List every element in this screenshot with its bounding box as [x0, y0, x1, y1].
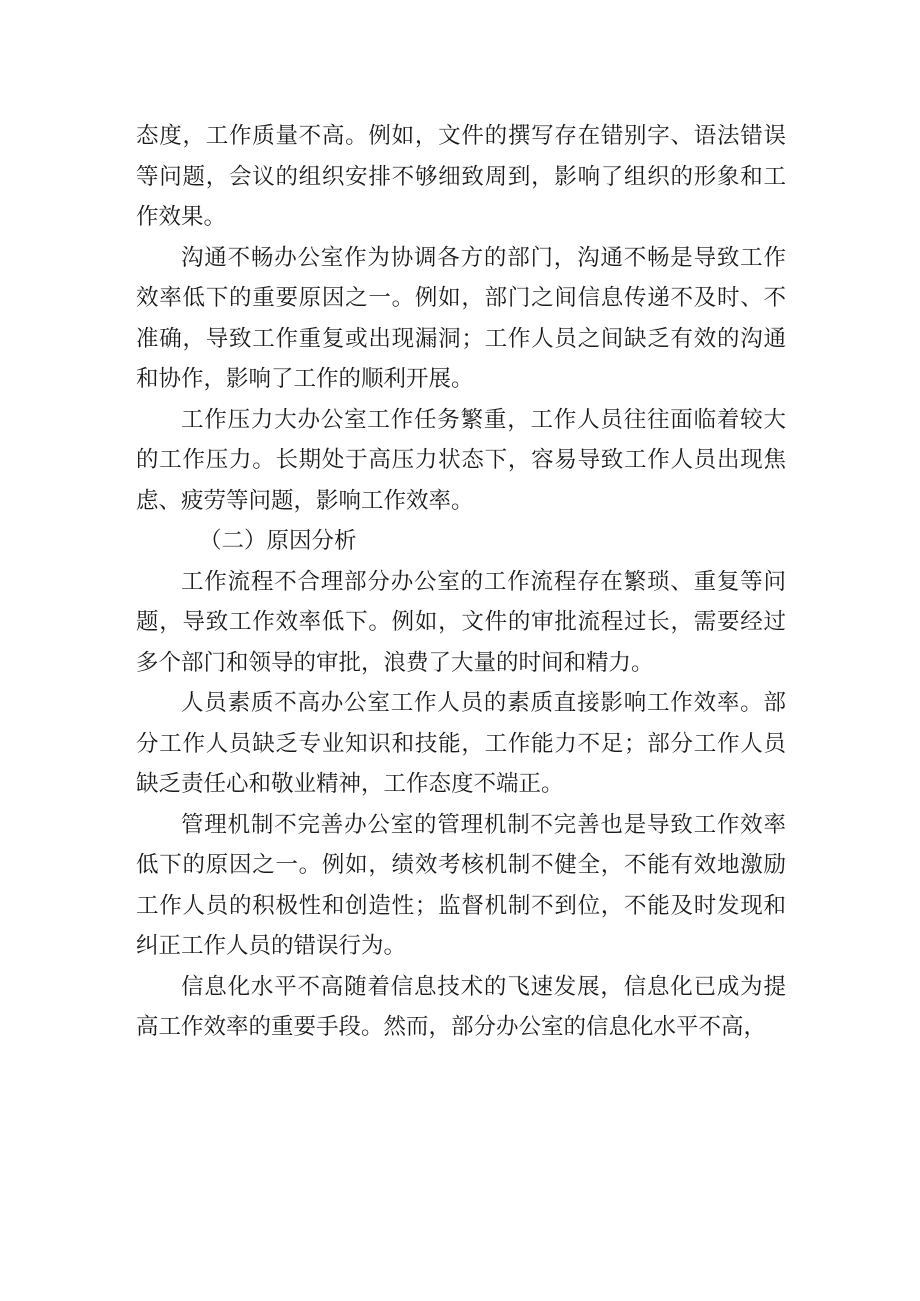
paragraph-staff-quality: 人员素质不高办公室工作人员的素质直接影响工作效率。部分工作人员缺乏专业知识和技能，工作能力不足；部分工作人员缺乏责任心和敬业精神，工作态度不端正。: [136, 690, 786, 797]
paragraph-work-pressure: 工作压力大办公室工作任务繁重，工作人员往往面临着较大的工作压力。长期处于高压力状态下，容易导致工作人员出现焦虑、疲劳等问题，影响工作效率。: [136, 406, 786, 514]
paragraph-informatization: 信息化水平不高随着信息技术的飞速发展，信息化已成为提高工作效率的重要手段。然而，部分办公室的信息化水平不高，: [136, 973, 786, 1040]
paragraph-continuation: 态度，工作质量不高。例如，文件的撰写存在错别字、语法错误等问题，会议的组织安排不够细致周到，影响了组织的形象和工作效果。: [136, 123, 786, 230]
section-heading-cause-analysis: （二）原因分析: [199, 528, 357, 554]
document-body: [136, 116, 786, 1048]
paragraph-workflow: 工作流程不合理部分办公室的工作流程存在繁琐、重复等问题，导致工作效率低下。例如，文件的审批流程过长，需要经过多个部门和领导的审批，浪费了大量的时间和精力。: [136, 568, 786, 676]
paragraph-management-mechanism: 管理机制不完善办公室的管理机制不完善也是导致工作效率低下的原因之一。例如，绩效考核机制不健全，不能有效地激励工作人员的积极性和创造性；监督机制不到位，不能及时发现和纠正工作人员的错误行为。: [136, 811, 786, 959]
paragraph-communication: 沟通不畅办公室作为协调各方的部门，沟通不畅是导致工作效率低下的重要原因之一。例如，部门之间信息传递不及时、不准确，导致工作重复或出现漏洞；工作人员之间缺乏有效的沟通和协作，影响了工作的顺利开展。: [136, 244, 786, 392]
